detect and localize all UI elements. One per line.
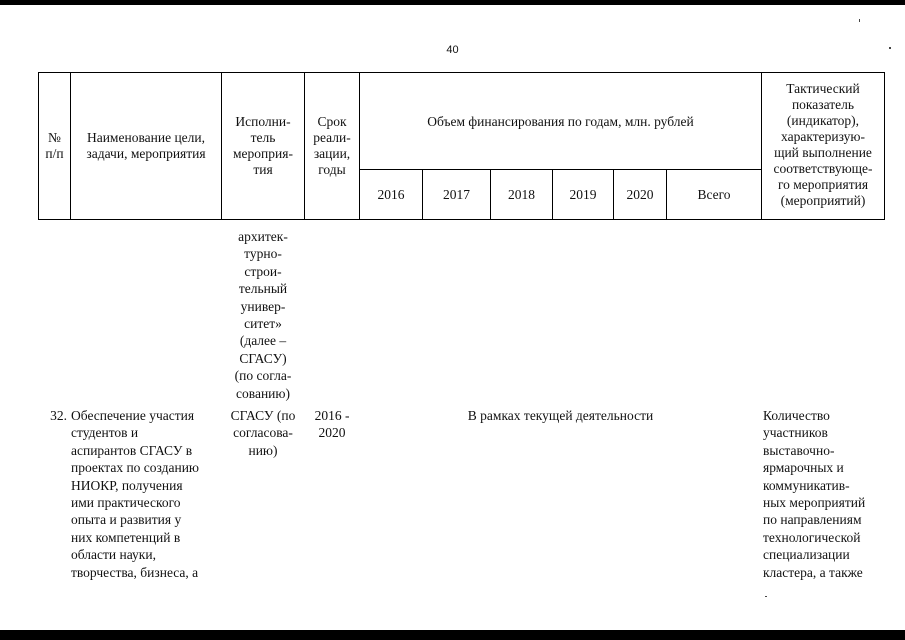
row-indicator: Количество участников выставочно- ярмарочных и коммуникатив- ных мероприятий по направлениям технологической специализации кластера, а также xyxy=(763,408,866,580)
scan-speck xyxy=(859,19,860,22)
header-year-2020: 2020 xyxy=(626,187,654,202)
header-year-2019: 2019 xyxy=(569,187,597,202)
header-total: Всего xyxy=(697,187,731,202)
header-indicator: Тактический показатель (индикатор), характеризую- щий выполнение соответствующе- го мероприятия (мероприятий) xyxy=(773,81,873,208)
scan-speck xyxy=(889,47,891,49)
row-executor: СГАСУ (по согласова- нию) xyxy=(230,408,296,458)
scan-bottom-border xyxy=(0,630,905,640)
header-executor: Исполни- тель мероприя- тия xyxy=(233,114,293,177)
header-num: № п/п xyxy=(45,130,64,161)
header-period: Срок реали- зации, годы xyxy=(313,114,351,177)
row-period: 2016 - 2020 xyxy=(314,408,350,441)
row-number: 32. xyxy=(50,408,67,423)
header-year-2018: 2018 xyxy=(508,187,535,202)
header-year-2016: 2016 xyxy=(377,187,405,202)
executor-continuation: архитек- турно- строи- тельный универ- ситет» (далее – СГАСУ) (по согла- сованию) xyxy=(234,229,292,401)
header-funding: Объем финансирования по годам, млн. рублей xyxy=(427,114,694,129)
row-funding: В рамках текущей деятельности xyxy=(467,408,654,423)
scan-top-border xyxy=(0,0,905,5)
header-year-2017: 2017 xyxy=(443,187,470,202)
row-name: Обеспечение участия студентов и аспирантов СГАСУ в проектах по созданию НИОКР, получения ими практического опыта и развития у них компетенций в области науки, творчества, бизнеса, а xyxy=(71,408,200,580)
header-name: Наименование цели, задачи, мероприятия xyxy=(86,130,206,161)
page-number: 40 xyxy=(446,44,459,56)
scan-speck xyxy=(765,596,767,597)
